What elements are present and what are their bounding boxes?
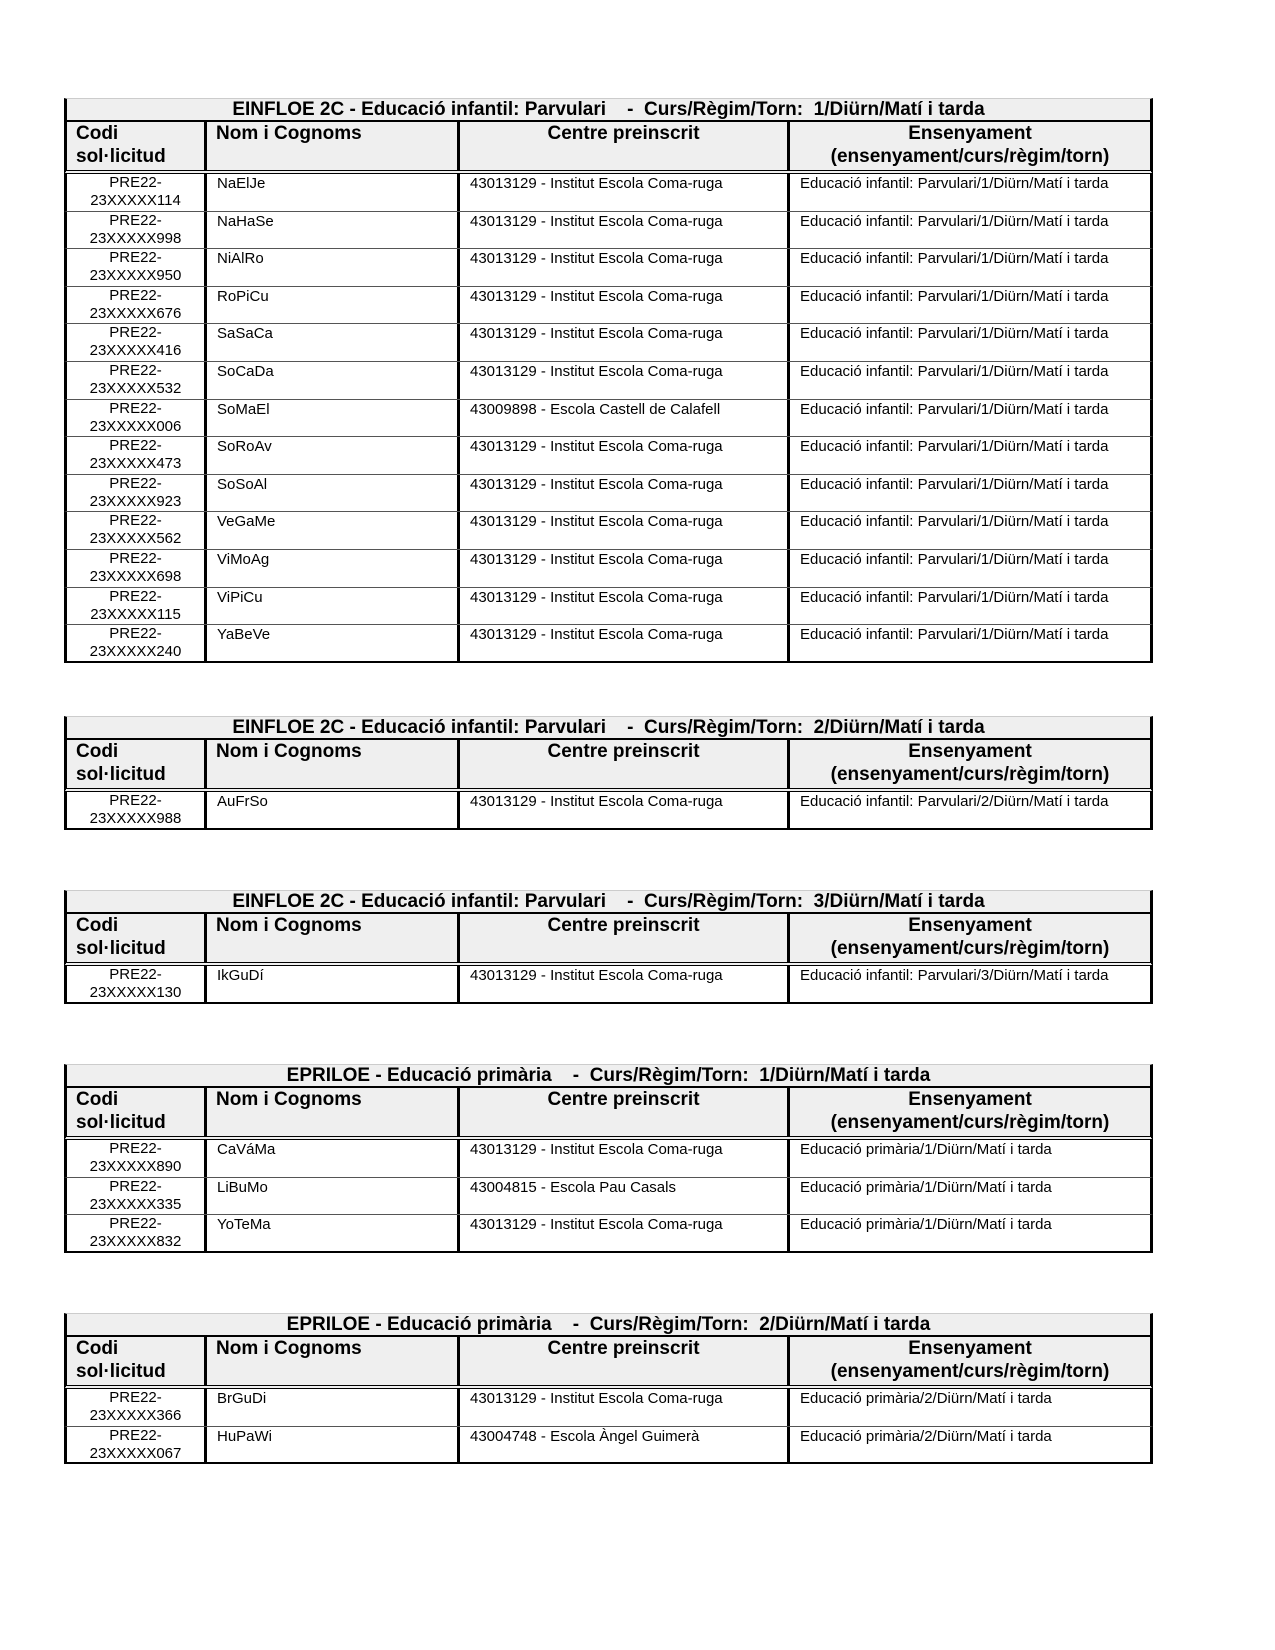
column-header-nom: Nom i Cognoms <box>207 1088 460 1136</box>
column-header-codi: Codi sol·licitud <box>67 1337 207 1385</box>
cell-nom: NaHaSe <box>207 212 460 249</box>
cell-nom: VeGaMe <box>207 512 460 549</box>
column-header-nom: Nom i Cognoms <box>207 122 460 170</box>
column-header-centre: Centre preinscrit <box>460 914 790 962</box>
cell-ensenyament: Educació infantil: Parvulari/1/Diürn/Matí i tarda <box>800 438 1109 456</box>
cell-codi: PRE22- 23XXXXX240 <box>67 625 207 661</box>
cell-ensenyament: Educació primària/2/Diürn/Matí i tarda <box>800 1390 1052 1407</box>
cell-nom: HuPaWi <box>207 1427 460 1463</box>
table-row <box>64 512 1153 550</box>
cell-ensenyament: Educació infantil: Parvulari/1/Diürn/Matí i tarda <box>800 550 1109 568</box>
column-header-centre: Centre preinscrit <box>460 122 790 170</box>
column-header-codi: Codi sol·licitud <box>67 1088 207 1136</box>
column-header-centre: Centre preinscrit <box>460 1088 790 1136</box>
table-row <box>64 437 1153 475</box>
cell-codi: PRE22- 23XXXXX067 <box>67 1427 207 1463</box>
cell-nom: BrGuDi <box>207 1389 460 1426</box>
table-row <box>64 792 1153 830</box>
cell-codi: PRE22- 23XXXXX562 <box>67 512 207 549</box>
table-title: EINFLOE 2C - Educació infantil: Parvulari - Curs/Règim/Torn: 1/Diürn/Matí i tarda <box>64 98 1153 122</box>
cell-centre: 43013129 - Institut Escola Coma-ruga <box>460 1215 790 1251</box>
cell-codi: PRE22- 23XXXXX114 <box>67 174 207 211</box>
column-header-ensenyament: Ensenyament (ensenyament/curs/règim/torn) <box>830 741 1110 785</box>
cell-codi: PRE22- 23XXXXX130 <box>67 966 207 1002</box>
cell-codi: PRE22- 23XXXXX998 <box>67 212 207 249</box>
table-row <box>64 1215 1153 1253</box>
table-row <box>64 287 1153 325</box>
cell-nom: SoMaEl <box>207 400 460 437</box>
cell-codi: PRE22- 23XXXXX950 <box>67 249 207 286</box>
cell-ensenyament: Educació infantil: Parvulari/1/Diürn/Matí i tarda <box>800 588 1109 606</box>
cell-centre: 43013129 - Institut Escola Coma-ruga <box>460 966 790 1002</box>
table-row <box>64 400 1153 438</box>
cell-centre: 43004815 - Escola Pau Casals <box>460 1178 790 1215</box>
cell-ensenyament: Educació infantil: Parvulari/2/Diürn/Matí i tarda <box>800 793 1109 810</box>
cell-ensenyament: Educació primària/1/Diürn/Matí i tarda <box>800 1141 1052 1158</box>
cell-codi: PRE22- 23XXXXX832 <box>67 1215 207 1251</box>
cell-ensenyament: Educació infantil: Parvulari/1/Diürn/Matí i tarda <box>800 175 1109 192</box>
table-row <box>64 966 1153 1004</box>
cell-centre: 43013129 - Institut Escola Coma-ruga <box>460 249 790 286</box>
enrollment-table <box>64 98 1153 663</box>
column-header-ensenyament: Ensenyament (ensenyament/curs/règim/torn) <box>830 915 1110 959</box>
column-header-ensenyament: Ensenyament (ensenyament/curs/règim/torn) <box>830 123 1110 167</box>
cell-nom: YaBeVe <box>207 625 460 661</box>
cell-codi: PRE22- 23XXXXX988 <box>67 792 207 828</box>
cell-centre: 43013129 - Institut Escola Coma-ruga <box>460 588 790 625</box>
table-header-row <box>64 1337 1153 1389</box>
cell-nom: SoSoAl <box>207 475 460 512</box>
cell-nom: RoPiCu <box>207 287 460 324</box>
cell-ensenyament: Educació infantil: Parvulari/1/Diürn/Matí i tarda <box>800 325 1109 343</box>
cell-ensenyament: Educació infantil: Parvulari/1/Diürn/Matí i tarda <box>800 475 1109 493</box>
cell-nom: ViMoAg <box>207 550 460 587</box>
cell-codi: PRE22- 23XXXXX473 <box>67 437 207 474</box>
column-header-codi: Codi sol·licitud <box>67 914 207 962</box>
cell-codi: PRE22- 23XXXXX923 <box>67 475 207 512</box>
cell-nom: ViPiCu <box>207 588 460 625</box>
table-header-row <box>64 1088 1153 1140</box>
cell-centre: 43013129 - Institut Escola Coma-ruga <box>460 212 790 249</box>
cell-nom: CaVáMa <box>207 1140 460 1177</box>
enrollment-table <box>64 1313 1153 1464</box>
cell-nom: NiAlRo <box>207 249 460 286</box>
cell-ensenyament: Educació primària/1/Diürn/Matí i tarda <box>800 1216 1052 1234</box>
cell-ensenyament: Educació infantil: Parvulari/1/Diürn/Matí i tarda <box>800 626 1109 644</box>
cell-centre: 43009898 - Escola Castell de Calafell <box>460 400 790 437</box>
cell-nom: SoCaDa <box>207 362 460 399</box>
column-header-codi: Codi sol·licitud <box>67 122 207 170</box>
cell-nom: YoTeMa <box>207 1215 460 1251</box>
cell-centre: 43013129 - Institut Escola Coma-ruga <box>460 792 790 828</box>
cell-centre: 43013129 - Institut Escola Coma-ruga <box>460 287 790 324</box>
cell-codi: PRE22- 23XXXXX532 <box>67 362 207 399</box>
cell-codi: PRE22- 23XXXXX335 <box>67 1178 207 1215</box>
cell-centre: 43013129 - Institut Escola Coma-ruga <box>460 512 790 549</box>
table-row <box>64 174 1153 212</box>
cell-codi: PRE22- 23XXXXX890 <box>67 1140 207 1177</box>
cell-centre: 43013129 - Institut Escola Coma-ruga <box>460 324 790 361</box>
table-row <box>64 212 1153 250</box>
column-header-centre: Centre preinscrit <box>460 740 790 788</box>
table-title: EINFLOE 2C - Educació infantil: Parvulari - Curs/Règim/Torn: 2/Diürn/Matí i tarda <box>64 716 1153 740</box>
cell-centre: 43013129 - Institut Escola Coma-ruga <box>460 1389 790 1426</box>
column-header-ensenyament: Ensenyament (ensenyament/curs/règim/torn) <box>830 1338 1110 1382</box>
cell-centre: 43013129 - Institut Escola Coma-ruga <box>460 475 790 512</box>
cell-centre: 43004748 - Escola Àngel Guimerà <box>460 1427 790 1463</box>
cell-codi: PRE22- 23XXXXX416 <box>67 324 207 361</box>
table-row <box>64 362 1153 400</box>
cell-ensenyament: Educació infantil: Parvulari/1/Diürn/Matí i tarda <box>800 212 1109 230</box>
table-row <box>64 475 1153 513</box>
column-header-nom: Nom i Cognoms <box>207 1337 460 1385</box>
table-row <box>64 1427 1153 1465</box>
cell-nom: IkGuDí <box>207 966 460 1002</box>
cell-centre: 43013129 - Institut Escola Coma-ruga <box>460 362 790 399</box>
table-header-row <box>64 914 1153 966</box>
cell-centre: 43013129 - Institut Escola Coma-ruga <box>460 174 790 211</box>
table-header-row <box>64 740 1153 792</box>
cell-nom: NaElJe <box>207 174 460 211</box>
cell-ensenyament: Educació infantil: Parvulari/1/Diürn/Matí i tarda <box>800 287 1109 305</box>
table-row <box>64 588 1153 626</box>
table-title: EPRILOE - Educació primària - Curs/Règim/Torn: 2/Diürn/Matí i tarda <box>64 1313 1153 1337</box>
cell-ensenyament: Educació infantil: Parvulari/1/Diürn/Matí i tarda <box>800 400 1109 418</box>
column-header-centre: Centre preinscrit <box>460 1337 790 1385</box>
enrollment-table <box>64 890 1153 1004</box>
table-row <box>64 625 1153 663</box>
table-title: EPRILOE - Educació primària - Curs/Règim/Torn: 1/Diürn/Matí i tarda <box>64 1064 1153 1088</box>
enrollment-table <box>64 716 1153 830</box>
column-header-codi: Codi sol·licitud <box>67 740 207 788</box>
table-row <box>64 249 1153 287</box>
cell-ensenyament: Educació primària/2/Diürn/Matí i tarda <box>800 1427 1052 1445</box>
table-row <box>64 1178 1153 1216</box>
table-row <box>64 1140 1153 1178</box>
cell-nom: AuFrSo <box>207 792 460 828</box>
cell-codi: PRE22- 23XXXXX366 <box>67 1389 207 1426</box>
cell-centre: 43013129 - Institut Escola Coma-ruga <box>460 550 790 587</box>
enrollment-table <box>64 1064 1153 1253</box>
table-row <box>64 1389 1153 1427</box>
table-row <box>64 324 1153 362</box>
cell-codi: PRE22- 23XXXXX676 <box>67 287 207 324</box>
column-header-ensenyament: Ensenyament (ensenyament/curs/règim/torn) <box>830 1089 1110 1133</box>
cell-ensenyament: Educació infantil: Parvulari/3/Diürn/Matí i tarda <box>800 967 1109 984</box>
cell-nom: LiBuMo <box>207 1178 460 1215</box>
cell-centre: 43013129 - Institut Escola Coma-ruga <box>460 625 790 661</box>
table-title: EINFLOE 2C - Educació infantil: Parvulari - Curs/Règim/Torn: 3/Diürn/Matí i tarda <box>64 890 1153 914</box>
cell-nom: SaSaCa <box>207 324 460 361</box>
cell-centre: 43013129 - Institut Escola Coma-ruga <box>460 1140 790 1177</box>
cell-ensenyament: Educació infantil: Parvulari/1/Diürn/Matí i tarda <box>800 362 1109 380</box>
column-header-nom: Nom i Cognoms <box>207 740 460 788</box>
cell-codi: PRE22- 23XXXXX006 <box>67 400 207 437</box>
column-header-nom: Nom i Cognoms <box>207 914 460 962</box>
table-header-row <box>64 122 1153 174</box>
cell-ensenyament: Educació primària/1/Diürn/Matí i tarda <box>800 1178 1052 1196</box>
cell-centre: 43013129 - Institut Escola Coma-ruga <box>460 437 790 474</box>
cell-ensenyament: Educació infantil: Parvulari/1/Diürn/Matí i tarda <box>800 250 1109 268</box>
cell-codi: PRE22- 23XXXXX698 <box>67 550 207 587</box>
cell-nom: SoRoAv <box>207 437 460 474</box>
table-row <box>64 550 1153 588</box>
cell-codi: PRE22- 23XXXXX115 <box>67 588 207 625</box>
cell-ensenyament: Educació infantil: Parvulari/1/Diürn/Matí i tarda <box>800 513 1109 531</box>
